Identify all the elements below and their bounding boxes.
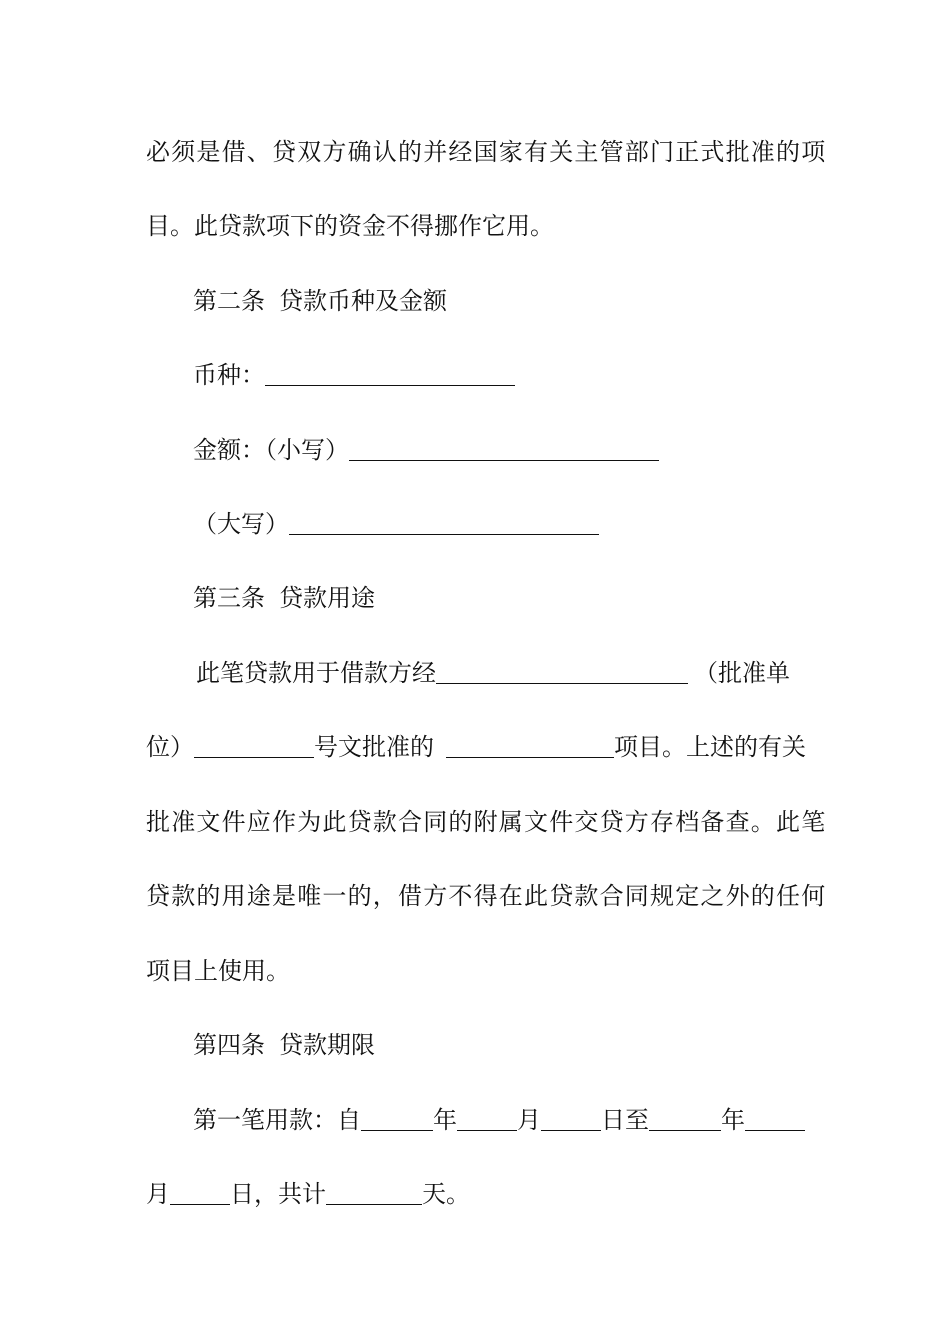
article-number: 第四条 (193, 1031, 265, 1059)
amount-uppercase-blank-field[interactable] (289, 504, 599, 535)
article-3-line-3 (146, 802, 827, 842)
approval-unit-blank-field[interactable] (436, 653, 688, 684)
article-4-line-1 (193, 1100, 806, 1140)
days-unit-label: 天。 (422, 1180, 470, 1208)
paragraph-text: 位） (146, 733, 194, 761)
article-3-line-5 (146, 951, 806, 991)
end-month-blank-field[interactable] (745, 1100, 805, 1131)
amount-uppercase-row (193, 504, 806, 544)
paragraph-text: 贷款的用途是唯一的，借方不得在此贷款合同规定之外的任何 (146, 882, 827, 910)
year-label: 年 (433, 1106, 457, 1134)
article-title: 贷款期限 (279, 1031, 375, 1059)
paragraph-text: （批准单 (694, 659, 790, 687)
day-total-label: 日，共计 (230, 1180, 326, 1208)
paragraph-text: 第一笔用款：自 (193, 1106, 361, 1134)
total-days-blank-field[interactable] (326, 1174, 422, 1205)
paragraph-text: 项目上使用。 (146, 957, 290, 985)
article-number: 第二条 (193, 287, 265, 315)
currency-blank-field[interactable] (265, 355, 515, 386)
article-3-heading (193, 578, 806, 618)
currency-row (193, 355, 806, 395)
article-3-line-1 (196, 653, 806, 693)
document-number-blank-field[interactable] (194, 727, 314, 758)
paragraph-text: 号文批准的 (314, 733, 434, 761)
month-label: 月 (146, 1180, 170, 1208)
article-title: 贷款币种及金额 (279, 287, 447, 315)
year-label: 年 (721, 1106, 745, 1134)
paragraph-1-line-1 (146, 132, 827, 172)
paragraph-text: 项目。上述的有关 (614, 733, 806, 761)
article-number: 第三条 (193, 584, 265, 612)
article-3-line-4 (146, 876, 827, 916)
currency-label: 币种： (193, 361, 265, 389)
amount-uppercase-label: （大写） (193, 510, 289, 538)
end-year-blank-field[interactable] (649, 1100, 721, 1131)
paragraph-text: 批准文件应作为此贷款合同的附属文件交贷方存档备查。此笔 (146, 808, 827, 836)
end-day-blank-field[interactable] (170, 1174, 230, 1205)
article-3-line-2 (146, 727, 806, 767)
paragraph-text: 必须是借、贷双方确认的并经国家有关主管部门正式批准的项 (146, 138, 827, 166)
day-to-label: 日至 (601, 1106, 649, 1134)
article-title: 贷款用途 (279, 584, 375, 612)
article-2-heading (193, 281, 806, 321)
paragraph-text: 目。此贷款项下的资金不得挪作它用。 (146, 212, 554, 240)
start-year-blank-field[interactable] (361, 1100, 433, 1131)
paragraph-text: 此笔贷款用于借款方经 (196, 659, 436, 687)
amount-lowercase-blank-field[interactable] (349, 430, 659, 461)
month-label: 月 (517, 1106, 541, 1134)
start-month-blank-field[interactable] (457, 1100, 517, 1131)
start-day-blank-field[interactable] (541, 1100, 601, 1131)
amount-lowercase-row (193, 430, 806, 470)
article-4-heading (193, 1025, 806, 1065)
article-4-line-2 (146, 1174, 806, 1214)
amount-lowercase-label: 金额：（小写） (193, 436, 349, 464)
project-name-blank-field[interactable] (446, 727, 614, 758)
paragraph-1-line-2 (146, 206, 806, 246)
